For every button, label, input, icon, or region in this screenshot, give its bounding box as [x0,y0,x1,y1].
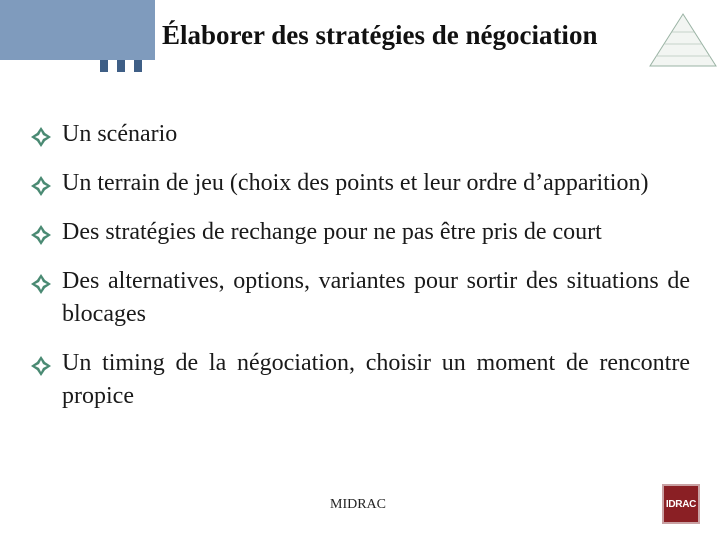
list-item-text: Un scénario [62,121,178,147]
list-item-text: Des stratégies de rechange pour ne pas être pris de court [62,219,602,245]
list-item [30,167,690,200]
list-item [30,118,690,151]
diamond-bullet-icon [30,355,52,377]
header-tick [100,60,108,72]
header-tick [134,60,142,72]
logo-text: IDRAC [665,498,697,510]
bullet-list [30,118,690,429]
diamond-bullet-icon [30,224,52,246]
header-color-block [0,0,155,60]
pyramid-icon [648,12,718,68]
diamond-bullet-icon [30,126,52,148]
idrac-logo [662,484,700,524]
list-item [30,216,690,249]
diamond-bullet-icon [30,273,52,295]
diamond-bullet-icon [30,175,52,197]
header-tick [117,60,125,72]
list-item [30,347,690,413]
slide-title: Élaborer des stratégies de négociation [162,20,598,50]
footer-text: MIDRAC [330,497,387,512]
list-item-text: Un terrain de jeu (choix des points et leur ordre d’apparition) [62,170,649,196]
list-item [30,265,690,331]
list-item-text: Des alternatives, options, variantes pour sortir des situations de blocages [62,268,690,327]
list-item-text: Un timing de la négociation, choisir un moment de rencontre propice [62,350,690,409]
